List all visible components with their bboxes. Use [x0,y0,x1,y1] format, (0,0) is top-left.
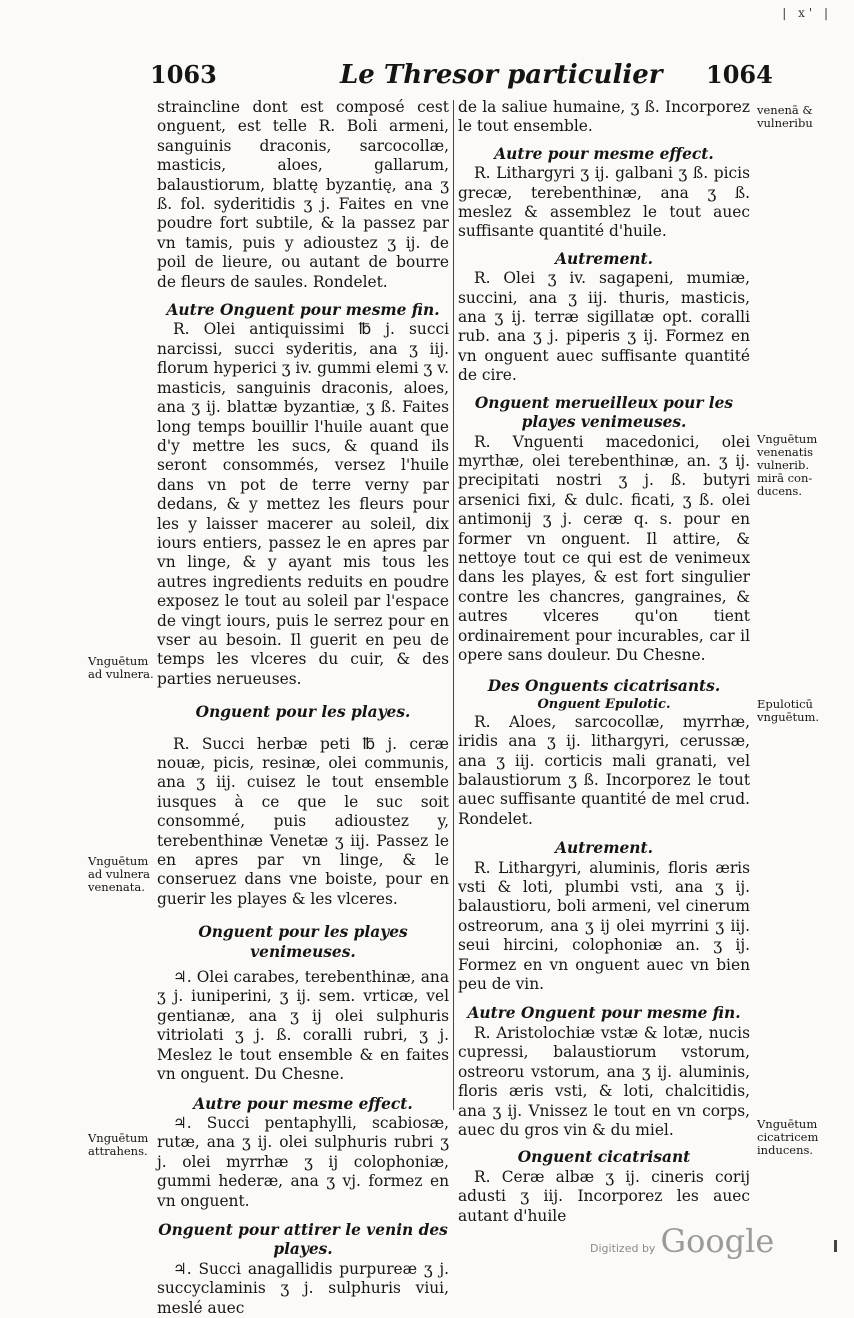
paragraph: R. Lithargyri, aluminis, floris æris vsti & loti, plumbi vsti, ana ʒ ij. balaustioru, boli armeni, vel cinerum ostreorum, ana ʒ ij olei myrrini ʒ iij. seui hircini, colophoniæ an. ʒ ij. Formez en vn onguent auec vn bien peu de vin. [458,858,750,994]
right-column [458,98,750,1226]
paragraph: R. Succi herbæ peti ℔ j. ceræ nouæ, picis, resinæ, olei communis, ana ʒ iij. cuisez le tout ensemble iusques à ce que le suc soit consommé, puis adioustez y, terebenthinæ Venetæ ʒ iij. Passez le en apres par vn linge, & le conseruez dans vne boiste, pour en guerir les playes & les vlceres. [157,734,449,908]
paragraph: ♃. Olei carabes, terebenthinæ, ana ʒ j. iuniperini, ʒ ij. sem. vrticæ, vel gentianæ, ana ʒ ij olei sulphuris vitriolati ʒ j. ß. coralli rubri, ʒ j. Meslez le tout ensemble & en faites vn onguent. Du Chesne. [157,968,449,1084]
margin-note-right: Vnguētum cicatricem inducens. [757,1117,819,1157]
section-heading: Autrement. [555,839,653,858]
section-heading: Onguent cicatrisant [517,1148,691,1167]
paragraph: de la saliue humaine, ʒ ß. Incorporez le tout ensemble. [458,98,750,136]
watermark-prefix: Digitized by [590,1242,656,1255]
google-logo: Google [660,1222,775,1260]
margin-note-right: Epuloticū vnguētum. [757,697,820,724]
section-heading: Onguent pour les playes. [195,703,411,722]
margin-note-left: Vnguētum ad vulnera venenata. [88,854,151,894]
section-heading: Autre pour mesme effect. [494,144,714,163]
margin-note-left: Vnguētum attrahens. [88,1131,149,1158]
paragraph: R. Vnguenti macedonici, olei myrthæ, olei terebenthinæ, an. ʒ ij. precipitati nostri ʒ j. ß. butyri arsenici fixi, & dulc. ficati, ʒ ß. olei antimonij ʒ j. ceræ q. s. pour en former vn onguent. Il attire, & nettoye tout ce qui est de venimeux dans les playes, & est fort singulier contre les chancres, gangraines, & autres vlceres qu'on tient ordinairement pour incurables, car il opere sans douleur. Du Chesne. [458,432,750,664]
section-heading: Onguent pour attirer le venin des playes. [158,1220,448,1259]
margin-note-left: Vnguētum ad vulnera. [88,654,154,681]
margin-note-right: Vnguētum venenatis vulnerib. mirā con- ducens. [757,432,818,498]
section-heading: Autre Onguent pour mesme fin. [166,301,440,320]
paragraph: R. Aristolochiæ vstæ & lotæ, nucis cupressi, balaustiorum vstorum, ostreoru vstorum, ana ʒ ij. aluminis, floris æris vsti, & loti, chalcitidis, ana ʒ ij. Vnissez le tout en vn corps, auec du gros vin & du miel. [458,1023,750,1139]
digitized-watermark [590,1222,774,1260]
paragraph: ♃. Succi anagallidis purpureæ ʒ j. succyclaminis ʒ j. sulphuris viui, meslé auec [157,1259,449,1317]
paragraph: straincline dont est composé cest onguent, est telle R. Boli armeni, sanguinis draconis, sarcocollæ, masticis, aloes, gallarum, balaustiorum, blattę byzantię, ana ʒ ß. fol. syderitidis ʒ j. Faites en vne poudre fort subtile, & la passez par vn tamis, puis y adioustez ʒ ij. de poil de lieure, ou autant de bourre de fleurs de saules. Rondelet. [157,98,449,291]
section-subheading: Onguent Epulotic. [537,696,671,712]
paragraph: R. Lithargyri ʒ ij. galbani ʒ ß. picis grecæ, terebenthinæ, ana ʒ ß. meslez & assemblez le tout auec suffisante quantité d'huile. [458,164,750,241]
section-heading: Autrement. [555,249,653,268]
running-title: Le Thresor particulier [340,60,663,90]
left-column [157,98,449,1318]
paragraph: R. Ceræ albæ ʒ ij. cineris corij adusti ʒ iij. Incorporez les auec autant d'huile [458,1167,750,1225]
margin-note-right: venenā & vulneribu [757,103,813,130]
page-number-right: 1064 [706,60,773,89]
paragraph: R. Olei antiquissimi ℔ j. succi narcissi, succi syderitis, ana ʒ iij. florum hyperici ʒ iv. gummi elemi ʒ v. masticis, sanguinis draconis, aloes, ana ʒ ij. blattæ byzantiæ, ʒ ß. Faites long temps bouillir l'huile auant que d'y mettre les sucs, & quand ils seront consommés, versez l'huile dans vn pot de terre verny par dedans, & y mettez les fleurs pour les y laisser macerer au soleil, dix iours entiers, passez le en apres par vn linge, & y ayant mis tous les autres ingredients reduits en poudre exposez le tout au soleil par l'espace de vingt iours, puis le serrez pour en vser au besoin. Il guerit en peu de temps les vlceres du cuir, & des parties nerueuses. [157,320,449,688]
page-number-left: 1063 [150,60,217,89]
section-heading: Des Onguents cicatrisants. [487,677,721,696]
paragraph: ♃. Succi pentaphylli, scabiosæ, rutæ, ana ʒ ij. olei sulphuris rubri ʒ j. olei myrrhæ ʒ ij colophoniæ, gummi hederæ, ana ʒ vj. formez en vn onguent. [157,1113,449,1210]
edge-mark [834,1240,837,1252]
column-divider [453,100,454,1110]
corner-mark: | x' | [782,6,832,20]
section-heading: Autre Onguent pour mesme fin. [467,1004,741,1023]
section-heading: Autre pour mesme effect. [193,1094,413,1113]
paragraph: R. Aloes, sarcocollæ, myrrhæ, iridis ana ʒ ij. lithargyri, cerussæ, ana ʒ iij. corticis mali granati, vel balaustiorum ʒ ß. Incorporez le tout auec suffisante quantité de mel crud. Rondelet. [458,712,750,828]
page-header [150,60,773,96]
paragraph: R. Olei ʒ iv. sagapeni, mumiæ, succini, ana ʒ iij. thuris, masticis, ana ʒ ij. terræ sigillatæ opt. coralli rub. ana ʒ j. piperis ʒ ij. Formez en vn onguent auec suffisante quantité de cire. [458,269,750,385]
section-heading: Onguent merueilleux pour les playes venimeuses. [474,393,734,432]
section-heading: Onguent pour les playes venimeuses. [198,923,408,961]
